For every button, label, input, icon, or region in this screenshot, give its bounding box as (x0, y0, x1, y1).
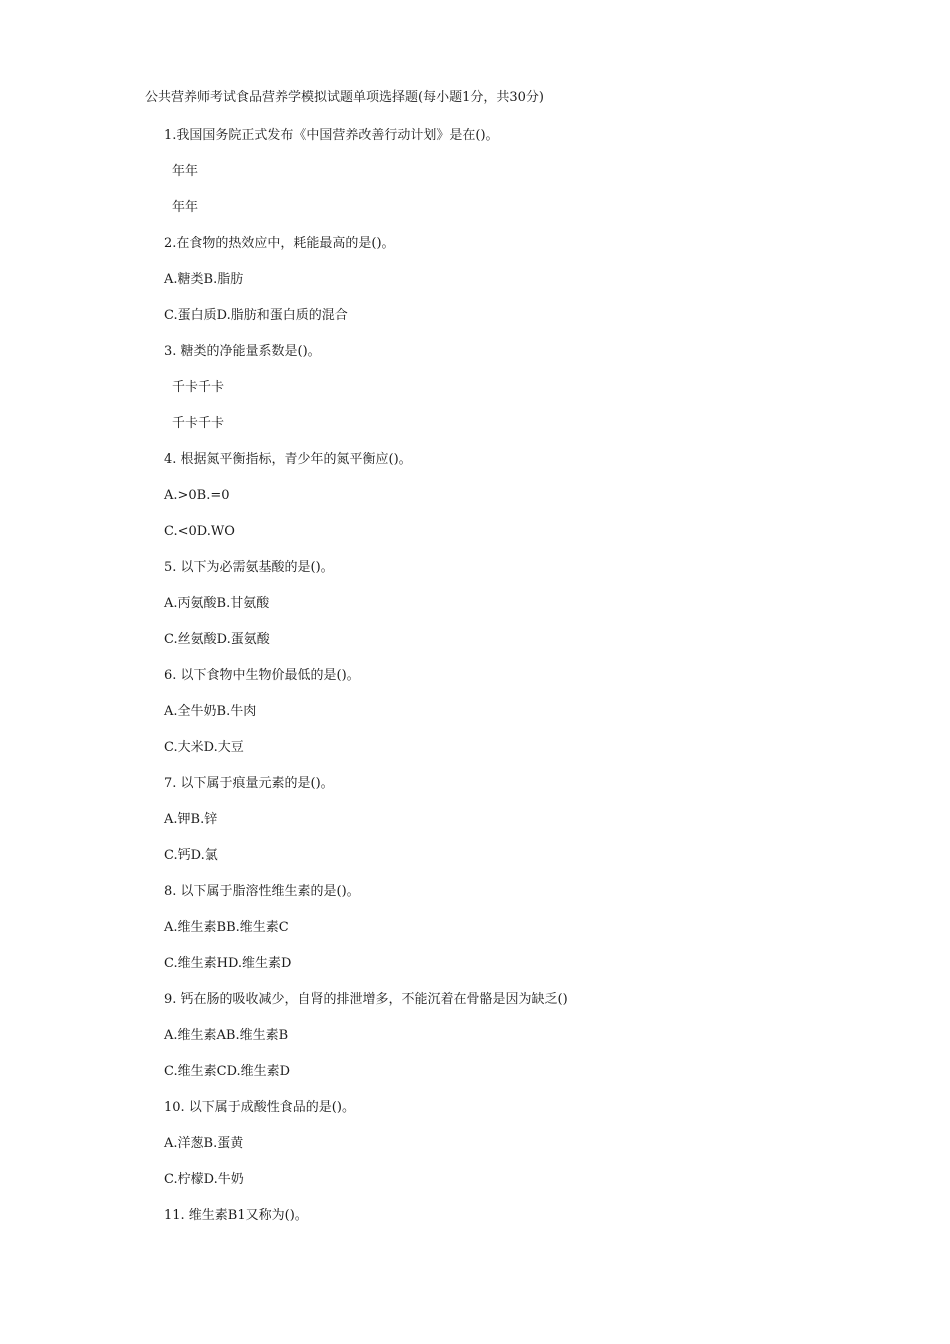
question-text: 7. 以下属于痕量元素的是()。 (164, 776, 334, 791)
answer-options: C.柠檬D.牛奶 (164, 1172, 244, 1187)
question-text: 4. 根据氮平衡指标，青少年的氮平衡应()。 (164, 452, 412, 467)
question-text: 11. 维生素B1又称为()。 (164, 1208, 308, 1223)
answer-options: C.大米D.大豆 (164, 740, 244, 755)
question-text: 2.在食物的热效应中，耗能最高的是()。 (164, 236, 395, 251)
answer-fragment: 年年 (172, 164, 199, 179)
answer-options: A.洋葱B.蛋黄 (164, 1136, 244, 1151)
answer-fragment: 年年 (172, 200, 199, 215)
answer-options: C.钙D.氯 (164, 848, 218, 863)
answer-options: A.>0B.=0 (164, 488, 230, 503)
question-text: 9. 钙在肠的吸收减少，自肾的排泄增多，不能沉着在骨骼是因为缺乏() (164, 992, 568, 1007)
question-text: 5. 以下为必需氨基酸的是()。 (164, 560, 334, 575)
question-text: 3. 糖类的净能量系数是()。 (164, 344, 321, 359)
question-text: 10. 以下属于成酸性食品的是()。 (164, 1100, 355, 1115)
answer-options: A.糖类B.脂肪 (164, 272, 244, 287)
question-text: 6. 以下食物中生物价最低的是()。 (164, 668, 360, 683)
answer-options: A.维生素BB.维生素C (164, 920, 289, 935)
document-title: 公共营养师考试食品营养学模拟试题单项选择题(每小题1分，共30分) (145, 90, 544, 105)
answer-options: A.全牛奶B.牛肉 (164, 704, 257, 719)
question-text: 1.我国国务院正式发布《中国营养改善行动计划》是在()。 (164, 128, 499, 143)
answer-options: C.蛋白质D.脂肪和蛋白质的混合 (164, 308, 348, 323)
answer-options: C.维生素HD.维生素D (164, 956, 292, 971)
answer-fragment: 千卡千卡 (172, 380, 225, 395)
answer-options: A.钾B.锌 (164, 812, 218, 827)
answer-options: A.维生素AB.维生素B (164, 1028, 289, 1043)
answer-options: C.维生素CD.维生素D (164, 1064, 291, 1079)
answer-fragment: 千卡千卡 (172, 416, 225, 431)
answer-options: A.丙氨酸B.甘氨酸 (164, 596, 270, 611)
question-text: 8. 以下属于脂溶性维生素的是()。 (164, 884, 360, 899)
answer-options: C.<0D.WO (164, 524, 235, 539)
answer-options: C.丝氨酸D.蛋氨酸 (164, 632, 270, 647)
